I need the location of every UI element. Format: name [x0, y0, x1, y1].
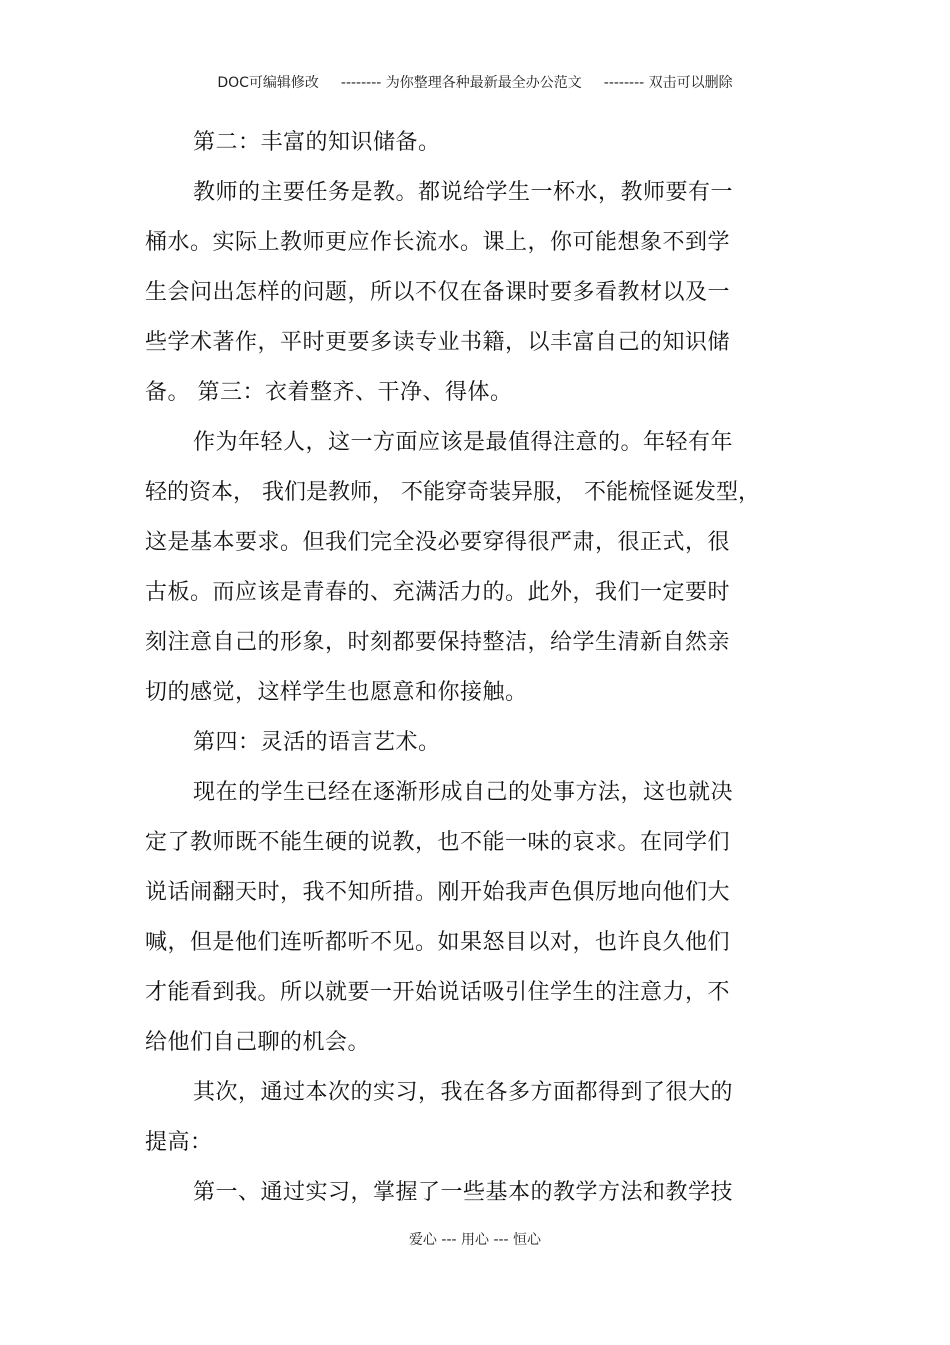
text-line: 备。 第三：衣着整齐、干净、得体。: [145, 380, 513, 405]
page-header: [0, 72, 950, 92]
text-line: 第一、通过实习，掌握了一些基本的教学方法和教学技: [193, 1180, 734, 1205]
text-line: 刻注意自己的形象，时刻都要保持整洁，给学生清新自然亲: [145, 630, 731, 655]
text-line: 教师的主要任务是教。都说给学生一杯水，教师要有一: [193, 180, 734, 205]
text-line: 轻的资本， 我们是教师， 不能穿奇装异服， 不能梳怪诞发型，: [145, 480, 760, 505]
text-line: 说话闹翻天时，我不知所措。刚开始我声色俱厉地向他们大: [145, 880, 731, 905]
text-line: 生会问出怎样的问题，所以不仅在备课时要多看教材以及一: [145, 280, 731, 305]
text-line: 定了教师既不能生硬的说教，也不能一味的哀求。在同学们: [145, 830, 731, 855]
header-doc-label: DOC可编辑修改: [217, 75, 319, 91]
text-line: 现在的学生已经在逐渐形成自己的处事方法，这也就决: [193, 780, 734, 805]
text-line: 桶水。实际上教师更应作长流水。课上，你可能想象不到学: [145, 230, 731, 255]
header-middle-text: -------- 为你整理各种最新最全办公范文: [340, 75, 582, 91]
text-line: 切的感觉，这样学生也愿意和你接触。: [145, 680, 528, 705]
text-line: 提高：: [145, 1130, 213, 1155]
document-body: [145, 118, 785, 1218]
text-line: 作为年轻人，这一方面应该是最值得注意的。年轻有年: [193, 430, 734, 455]
text-line: 给他们自己聊的机会。: [145, 1030, 371, 1055]
text-line: 喊，但是他们连听都听不见。如果怒目以对，也许良久他们: [145, 930, 731, 955]
text-line: 第四：灵活的语言艺术。: [193, 730, 441, 755]
text-line: 些学术著作，平时更要多读专业书籍，以丰富自己的知识储: [145, 330, 731, 355]
page-footer: 爱心 --- 用心 --- 恒心: [408, 1232, 542, 1248]
text-line: 第二：丰富的知识储备。: [193, 130, 441, 155]
text-line: 才能看到我。所以就要一开始说话吸引住学生的注意力，不: [145, 980, 731, 1005]
header-right-text: -------- 双击可以删除: [603, 75, 733, 91]
text-line: 古板。而应该是青春的、充满活力的。此外，我们一定要时: [145, 580, 731, 605]
text-line: 这是基本要求。但我们完全没必要穿得很严肃，很正式，很: [145, 530, 731, 555]
text-line: 其次，通过本次的实习，我在各多方面都得到了很大的: [193, 1080, 734, 1105]
